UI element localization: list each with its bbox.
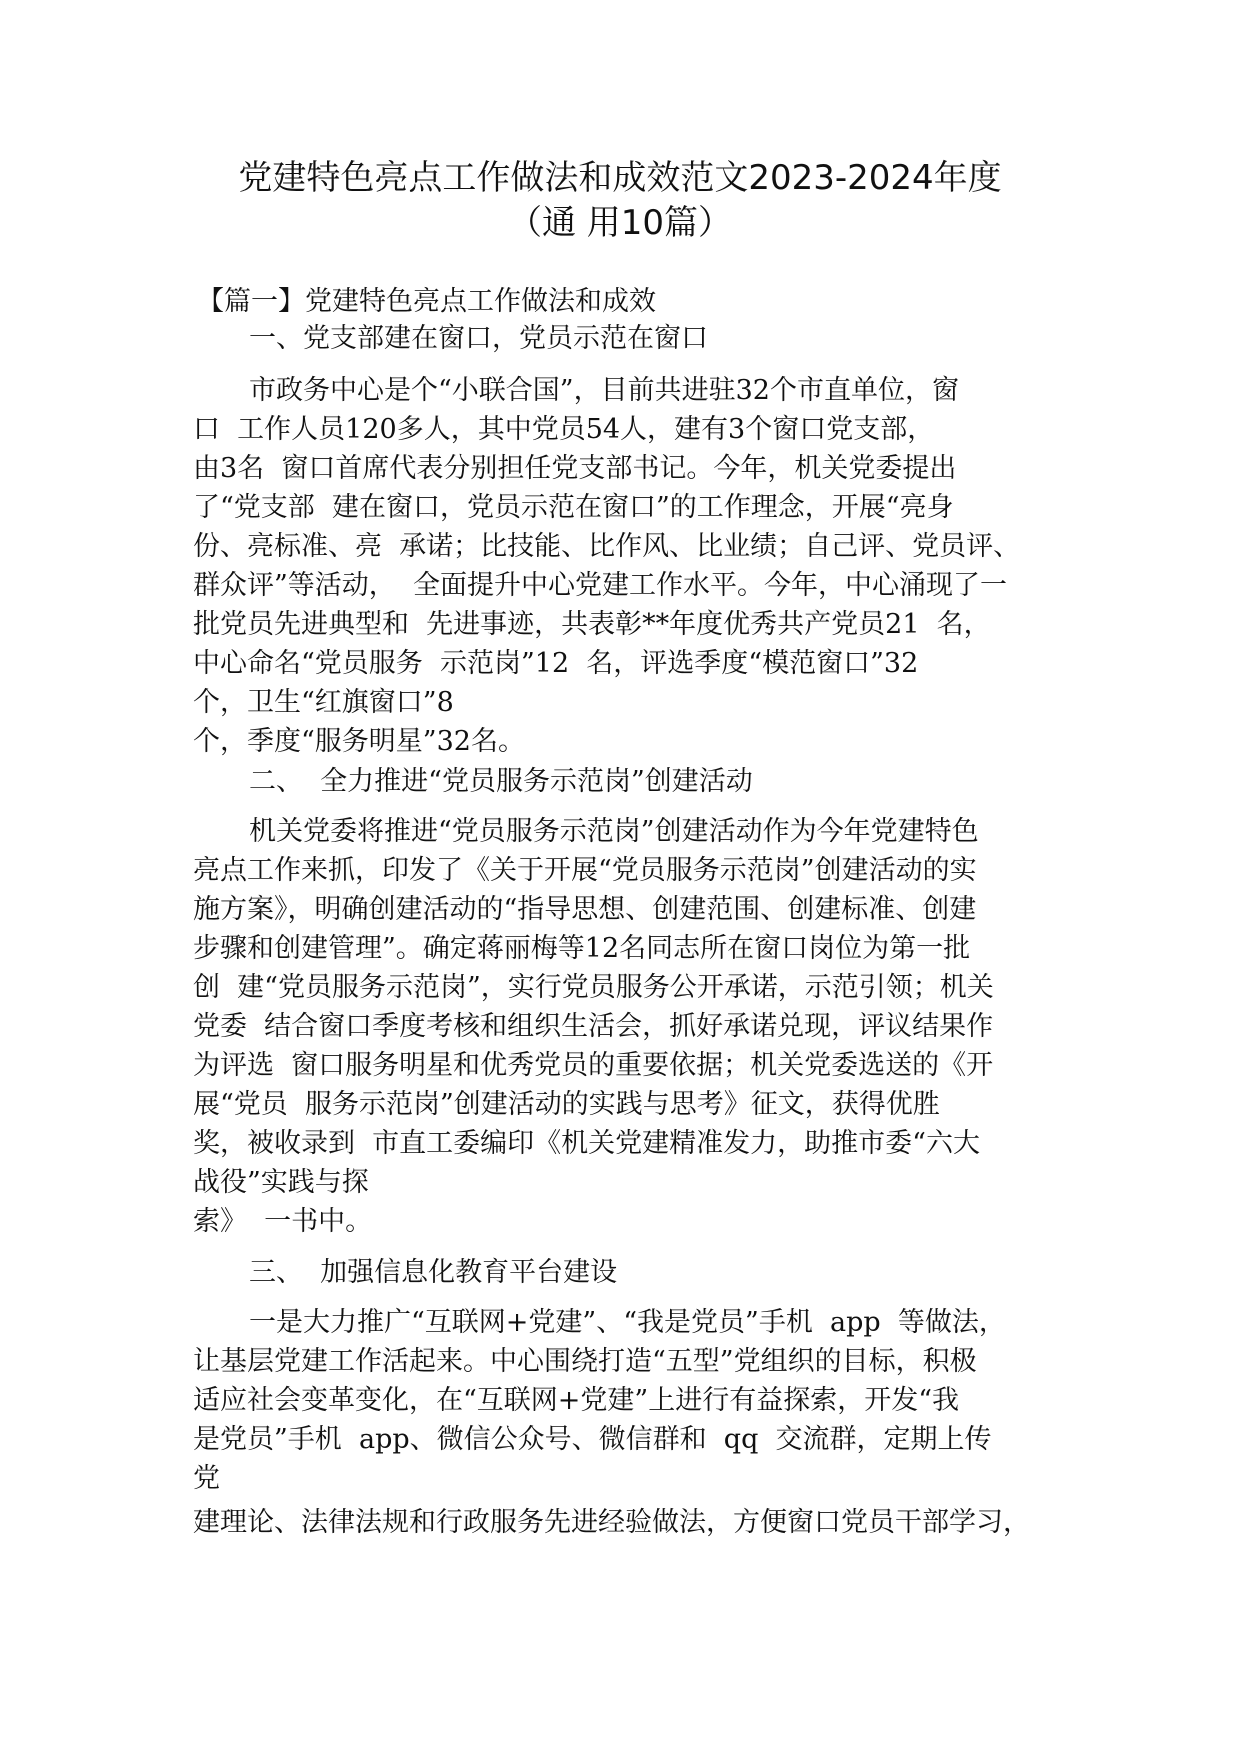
paragraph-line: 是党员”手机 app、微信公众号、微信群和 qq 交流群，定期上传 [193,1424,992,1455]
paragraph-line: 党委 结合窗口季度考核和组织生活会，抓好承诺兑现，评议结果作 [193,1011,994,1042]
subsection-heading: 二、 全力推进“党员服务示范岗”创建活动 [249,766,753,797]
paragraph-line: 个，卫生“红旗窗口”8 [193,687,454,718]
subsection-heading: 三、 加强信息化教育平台建设 [249,1257,618,1288]
paragraph-line: 施方案》，明确创建活动的“指导思想、创建范围、创建标准、创建 [193,894,977,925]
document-title: 党建特色亮点工作做法和成效范文2023-2024年度 [238,158,1002,198]
paragraph-line: 一是大力推广“互联网+党建”、“我是党员”手机 app 等做法， [249,1307,1006,1338]
paragraph-line: 党 [193,1463,220,1494]
paragraph-line: 让基层党建工作活起来。中心围绕打造“五型”党组织的目标，积极 [193,1346,977,1377]
paragraph-line: 亮点工作来抓，印发了《关于开展“党员服务示范岗”创建活动的实 [193,855,977,886]
paragraph-line: 群众评”等活动， 全面提升中心党建工作水平。今年，中心涌现了一 [193,570,1007,601]
paragraph-line: 份、亮标准、亮 承诺；比技能、比作风、比业绩；自己评、党员评、 [193,531,1021,562]
paragraph-line: 个，季度“服务明星”32名。 [193,726,525,757]
paragraph-line: 创 建“党员服务示范岗”，实行党员服务公开承诺，示范引领；机关 [193,972,994,1003]
paragraph-line: 了“党支部 建在窗口，党员示范在窗口”的工作理念，开展“亮身 [193,492,954,523]
paragraph-line: 索》 一书中。 [193,1206,373,1237]
paragraph-line: 为评选 窗口服务明星和优秀党员的重要依据；机关党委选送的《开 [193,1050,994,1081]
subsection-heading: 一、党支部建在窗口，党员示范在窗口 [249,323,708,354]
paragraph-line: 由3名 窗口首席代表分别担任党支部书记。今年，机关党委提出 [193,453,957,484]
paragraph-line: 展“党员 服务示范岗”创建活动的实践与思考》征文，获得优胜 [193,1089,940,1120]
paragraph-line: 步骤和创建管理”。确定蒋丽梅等12名同志所在窗口岗位为第一批 [193,933,971,964]
paragraph-line: 适应社会变革变化，在“互联网+党建”上进行有益探索，开发“我 [193,1385,960,1416]
paragraph-line: 建理论、法律法规和行政服务先进经验做法，方便窗口党员干部学习， [193,1507,1030,1538]
paragraph-line: 战役”实践与探 [193,1167,369,1198]
paragraph-line: 市政务中心是个“小联合国”，目前共进驻32个市直单位，窗 [249,375,959,406]
paragraph-line: 批党员先进典型和 先进事迹，共表彰**年度优秀共产党员21 名， [193,609,991,640]
paragraph-line: 机关党委将推进“党员服务示范岗”创建活动作为今年党建特色 [249,816,979,847]
section-heading: 【篇一】党建特色亮点工作做法和成效 [197,286,656,317]
paragraph-line: 口 工作人员120多人，其中党员54人，建有3个窗口党支部， [193,414,935,445]
document-subtitle: （通 用10篇） [507,203,733,243]
paragraph-line: 中心命名“党员服务 示范岗”12 名，评选季度“模范窗口”32 [193,648,919,679]
paragraph-line: 奖，被收录到 市直工委编印《机关党建精准发力，助推市委“六大 [193,1128,980,1159]
